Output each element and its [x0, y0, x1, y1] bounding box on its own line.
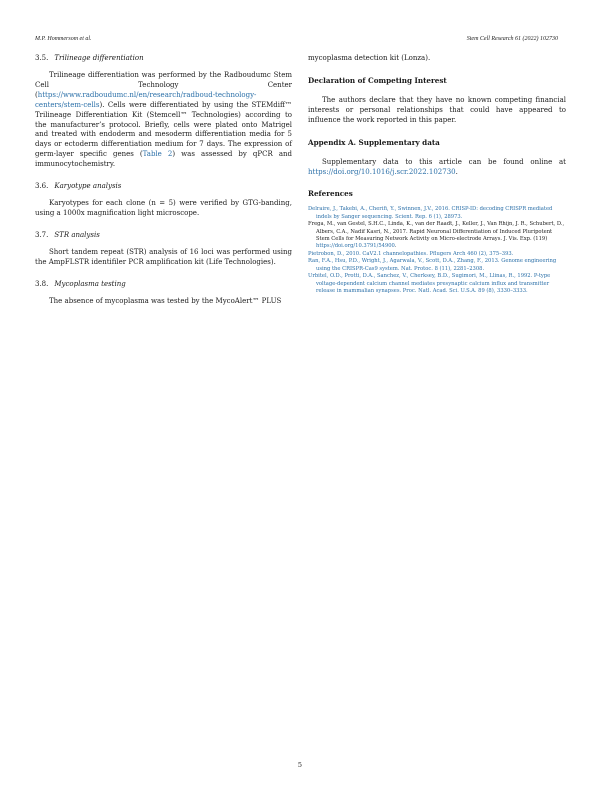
reference-doi-link[interactable]: https://doi.org/10.3791/54900 [316, 243, 395, 250]
competing-interest-heading: Declaration of Competing Interest [308, 75, 447, 85]
section-title: Mycoplasma testing [54, 279, 126, 288]
section-number: 3.7. [35, 230, 49, 239]
reference-text: Ran, F.A., Hsu, P.D., Wright, J., Agarwala, V., Scott, D.A., Zhang, F., 2013. Genome engineering using the CRISPR-Cas9 system. Nat. Protoc. 8 (11), 2281–2308. [308, 258, 557, 272]
table-2-link[interactable]: Table 2 [142, 150, 173, 159]
section-title: Trilineage differentiation [54, 54, 144, 62]
reference-text: Pietrobon, D., 2010. CaV2.1 channelopathies. Pflugers Arch 460 (2), 375–393. [308, 250, 514, 257]
text-run: Supplementary data to this article can be found online at [322, 157, 566, 166]
text-run: ) was assessed by qPCR and immunocytochemistry. [35, 150, 292, 169]
running-header-authors: M.P. Hommersom et al. [35, 36, 92, 42]
reference-text: Frega, M., van Gestel, S.H.C., Linda, K., van der Raadt, J., Keller, J., Van Rhijn, J. R., Schubert, D., Albers, C.A., Nadif Kasri, N., 2017. Rapid Neuronal Differentiation of Induced Pluripotent Stem Cells for Measuring Network Activity on Micro-electrode Arrays. J. Vis. Exp. (119) [308, 221, 565, 243]
reference-item: Frega, M., van Gestel, S.H.C., Linda, K., van der Raadt, J., Keller, J., Van Rhijn, J. R., Schubert, D., Albers, C.A., Nadif Kasri, N., 2017. Rapid Neuronal Differentiation of Induced Pluripotent Stem Cells for Measuring Network Activity on Micro-electrode Arrays. J. Vis. Exp. (119) https://doi.org/10.3791/54900. [308, 221, 565, 250]
section-number: 3.5. [35, 54, 49, 62]
reference-item[interactable] [308, 273, 566, 295]
text-run: . [455, 167, 458, 176]
section-heading-karyotype [35, 182, 292, 190]
section-heading-mycoplasma [35, 280, 292, 288]
text-run: Trilineage differentiation was performed by the Radboudumc Stem Cell Technology Center ( [35, 71, 292, 99]
reference-text: Delraire, J., Takebi, A., Cherifi, Y., Swinnen, J.V., 2016. CRISP-ID: decoding CRISPR mediated indels by Sanger sequencing. Scient. Rep. 6 (1), 28973. [308, 206, 553, 220]
section-number: 3.8. [35, 279, 49, 288]
reference-item[interactable] [308, 206, 566, 221]
reference-text: Urbitel, O.D., Protti, D.A., Sanchez, V., Cherksey, B.D., Sugimori, M., Llinas, R., 1992. P-type voltage-dependent calcium channel mediates presynaptic calcium influx and transmitter release in mammalian synapses. Proc. Natl. Acad. Sci. U.S.A. 89 (8), 3330–3333. [308, 273, 551, 294]
section-heading-str [35, 231, 292, 239]
reference-list [308, 206, 566, 295]
section-heading-trilineage [35, 54, 292, 62]
paragraph-mycoplasma: The absence of mycoplasma was tested by the MycoAlert™ PLUS [49, 296, 282, 305]
paragraph-karyotype: Karyotypes for each clone (n = 5) were verified by GTG-banding, using a 1000x magnification light microscope. [35, 199, 292, 217]
paragraph-appendix [308, 158, 566, 178]
paragraph-competing-interest: The authors declare that they have no known competing financial interests or personal relationships that could have appeared to influence the work reported in this paper. [308, 95, 566, 124]
text-run: ). Cells were differentiated by using the STEMdiff™ Trilineage Differentiation Kit (Stemcell™ Technologies) according to the manufacturer’s protocol. Briefly, cells were plated onto Matrigel and treated with endoderm and mesoderm differentiation media for 5 days or ectoderm differentiation medium for 7 days. The expression of germ-layer specific genes ( [35, 100, 292, 159]
page-number: 5 [297, 761, 303, 769]
section-title: Karyotype analysis [54, 182, 122, 191]
supplementary-doi-link[interactable]: https://doi.org/10.1016/j.scr.2022.102730 [308, 167, 456, 176]
reference-item[interactable] [308, 251, 566, 258]
appendix-heading: Appendix A. Supplementary data [308, 137, 440, 147]
paragraph-mycoplasma-continued: mycoplasma detection kit (Lonza). [308, 54, 431, 62]
references-heading: References [308, 189, 353, 199]
section-number: 3.6. [35, 182, 49, 191]
section-title: STR analysis [54, 230, 100, 239]
left-column [35, 54, 292, 319]
paragraph-trilineage [35, 71, 292, 170]
paragraph-str: Short tandem repeat (STR) analysis of 16 loci was performed using the AmpFLSTR identifiler PCR amplification kit (Life Technologies). [35, 247, 292, 266]
running-header-journal: Stem Cell Research 61 (2022) 102730 [466, 36, 558, 42]
reference-item[interactable] [308, 258, 566, 273]
right-column [308, 54, 566, 295]
radboudumc-link[interactable]: https://www.radboudumc.nl/en/research/radboud-technology-centers/stem-cells [35, 90, 257, 109]
